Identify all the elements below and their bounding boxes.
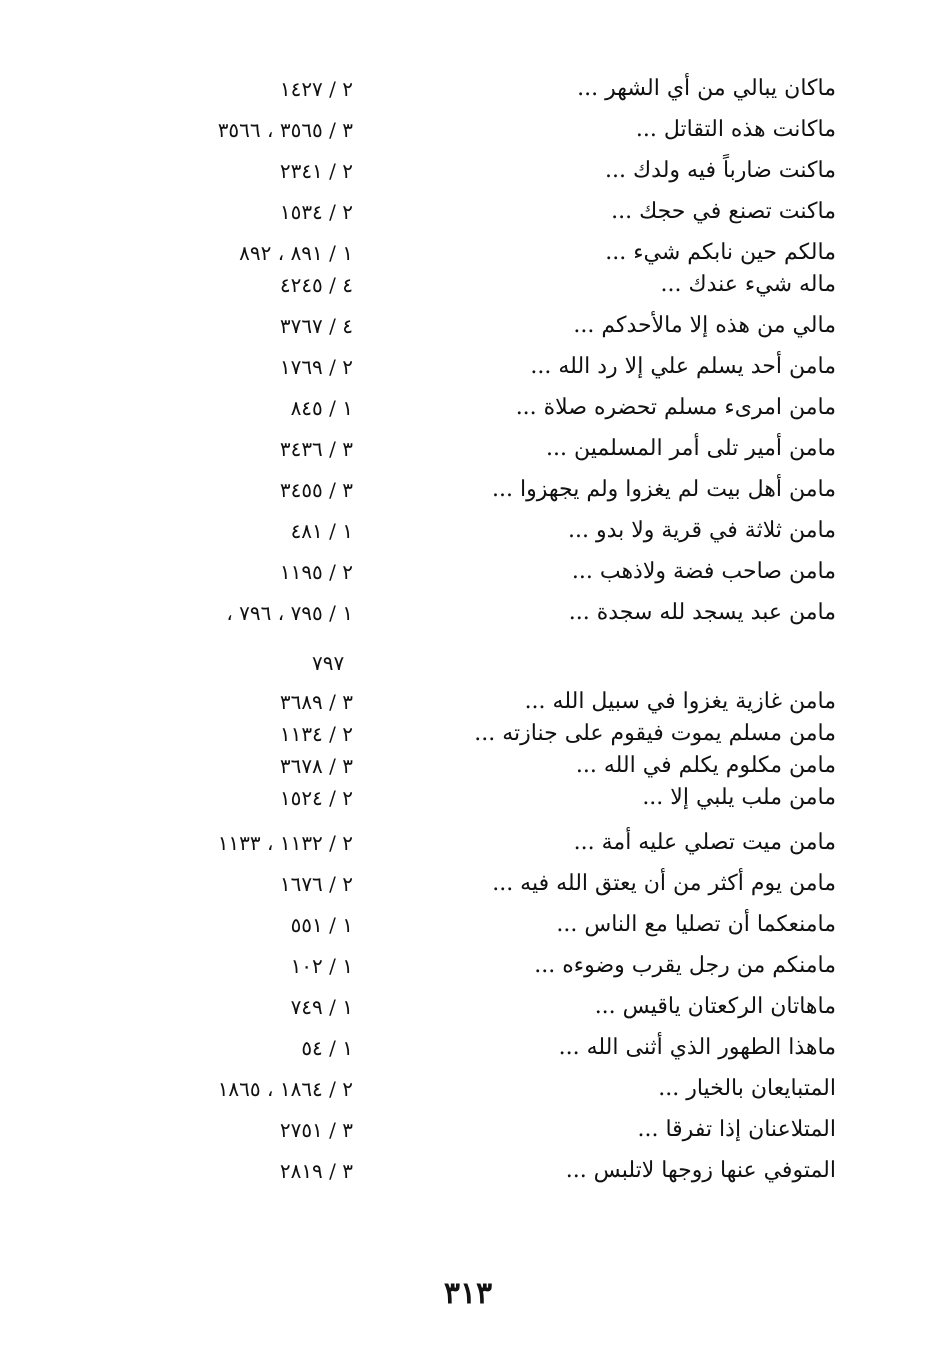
entry-reference: ٢ / ١١٣٤ bbox=[279, 722, 353, 746]
entry-reference: ١ / ٨٩١ ، ٨٩٢ bbox=[239, 241, 353, 265]
entry-phrase: ماكانت هذه التقاتل ... bbox=[635, 117, 836, 142]
entry-phrase: مامن أهل بيت لم يغزوا ولم يجهزوا ... bbox=[492, 477, 836, 502]
index-list bbox=[0, 70, 936, 635]
index-entry bbox=[0, 1029, 936, 1070]
index-entry bbox=[0, 471, 936, 512]
entry-phrase: مامنعكما أن تصليا مع الناس ... bbox=[556, 912, 836, 937]
entry-phrase: مامن مسلم يموت فيقوم على جنازته ... bbox=[474, 721, 836, 746]
entry-reference: ٣ / ٣٦٧٨ bbox=[279, 754, 353, 778]
entry-reference: ١ / ٧٤٩ bbox=[290, 995, 353, 1019]
entry-phrase: مامن يوم أكثر من أن يعتق الله فيه ... bbox=[492, 871, 836, 896]
entry-reference: ٣ / ٣٥٦٥ ، ٣٥٦٦ bbox=[217, 118, 353, 142]
index-entry bbox=[0, 779, 936, 824]
entry-phrase: مالي من هذه إلا مالأحدكم ... bbox=[573, 313, 836, 338]
index-list-continued bbox=[0, 683, 936, 1193]
entry-phrase: ماله شيء عندك ... bbox=[660, 272, 836, 297]
entry-phrase: مامنكم من رجل يقرب وضوءه ... bbox=[534, 953, 836, 978]
index-entry bbox=[0, 430, 936, 471]
index-entry bbox=[0, 348, 936, 389]
entry-phrase: مامن أمير تلى أمر المسلمين ... bbox=[546, 436, 836, 461]
entry-phrase: المتبايعان بالخيار ... bbox=[658, 1076, 836, 1101]
entry-phrase: مامن عبد يسجد لله سجدة ... bbox=[568, 600, 836, 625]
entry-reference: ٢ / ١٥٢٤ bbox=[279, 786, 353, 810]
page-number: ٣١٣ bbox=[443, 1276, 493, 1311]
entry-phrase: ماهاتان الركعتان ياقيس ... bbox=[594, 994, 836, 1019]
index-entry bbox=[0, 389, 936, 430]
entry-reference: ١ / ٥٥١ bbox=[290, 913, 353, 937]
entry-reference: ٣ / ٢٧٥١ bbox=[279, 1118, 353, 1142]
index-entry bbox=[0, 553, 936, 594]
entry-reference: ٣ / ٣٦٨٩ bbox=[279, 690, 353, 714]
entry-reference: ٢ / ١١٣٢ ، ١١٣٣ bbox=[217, 831, 353, 855]
index-entry bbox=[0, 594, 936, 635]
entry-reference: ٢ / ١١٩٥ bbox=[279, 560, 353, 584]
entry-reference: ٤ / ٤٢٤٥ bbox=[279, 273, 353, 297]
entry-reference: ٢ / ١٨٦٤ ، ١٨٦٥ bbox=[217, 1077, 353, 1101]
entry-phrase: مامن أحد يسلم علي إلا رد الله ... bbox=[530, 354, 836, 379]
index-entry bbox=[0, 234, 936, 266]
index-entry bbox=[0, 1152, 936, 1193]
entry-phrase: مامن ملب يلبي إلا ... bbox=[642, 785, 836, 810]
entry-reference: ٢ / ١٦٧٦ bbox=[279, 872, 353, 896]
index-entry bbox=[0, 1070, 936, 1111]
entry-reference: ٣ / ٣٤٥٥ bbox=[279, 478, 353, 502]
index-entry bbox=[0, 715, 936, 747]
index-entry bbox=[0, 683, 936, 715]
reference-continuation: ٧٩٧ bbox=[312, 651, 345, 675]
entry-reference: ١ / ٧٩٥ ، ٧٩٦ ، bbox=[226, 601, 353, 625]
entry-phrase: المتوفي عنها زوجها لاتلبس ... bbox=[565, 1158, 836, 1183]
entry-phrase: مامن صاحب فضة ولاذهب ... bbox=[571, 559, 836, 584]
entry-reference: ٣ / ٣٤٣٦ bbox=[279, 437, 353, 461]
entry-reference: ١ / ١٠٢ bbox=[290, 954, 353, 978]
index-entry bbox=[0, 1111, 936, 1152]
index-entry bbox=[0, 70, 936, 111]
entry-phrase: مامن ميت تصلي عليه أمة ... bbox=[573, 830, 836, 855]
entry-reference: ١ / ٤٨١ bbox=[290, 519, 353, 543]
entry-phrase: ماكنت تصنع في حجك ... bbox=[611, 199, 836, 224]
entry-phrase: ماهذا الطهور الذي أثنى الله ... bbox=[558, 1035, 836, 1060]
entry-phrase: المتلاعنان إذا تفرقا ... bbox=[637, 1117, 836, 1142]
index-entry bbox=[0, 906, 936, 947]
entry-phrase: مامن مكلوم يكلم في الله ... bbox=[575, 753, 836, 778]
index-entry bbox=[0, 152, 936, 193]
entry-phrase: مامن ثلاثة في قرية ولا بدو ... bbox=[567, 518, 836, 543]
index-entry bbox=[0, 193, 936, 234]
entry-reference: ٣ / ٢٨١٩ bbox=[279, 1159, 353, 1183]
index-entry bbox=[0, 988, 936, 1029]
entry-reference: ١ / ٨٤٥ bbox=[290, 396, 353, 420]
index-entry bbox=[0, 747, 936, 779]
entry-phrase: ماكنت ضارباً فيه ولدك ... bbox=[605, 158, 836, 183]
index-entry bbox=[0, 266, 936, 307]
entry-phrase: مالكم حين نابكم شيء ... bbox=[605, 240, 836, 265]
entry-reference: ٤ / ٣٧٦٧ bbox=[279, 314, 353, 338]
index-entry bbox=[0, 111, 936, 152]
index-entry bbox=[0, 947, 936, 988]
index-entry bbox=[0, 512, 936, 553]
entry-reference: ١ / ٥٤ bbox=[301, 1036, 353, 1060]
entry-reference: ٢ / ١٤٢٧ bbox=[279, 77, 353, 101]
entry-reference: ٢ / ٢٣٤١ bbox=[279, 159, 353, 183]
entry-reference: ٢ / ١٥٣٤ bbox=[279, 200, 353, 224]
entry-phrase: مامن غازية يغزوا في سبيل الله ... bbox=[524, 689, 836, 714]
entry-reference: ٢ / ١٧٦٩ bbox=[279, 355, 353, 379]
entry-phrase: مامن امرىء مسلم تحضره صلاة ... bbox=[515, 395, 836, 420]
index-entry bbox=[0, 307, 936, 348]
index-entry bbox=[0, 824, 936, 865]
entry-phrase: ماكان يبالي من أي الشهر ... bbox=[577, 76, 836, 101]
index-entry bbox=[0, 865, 936, 906]
